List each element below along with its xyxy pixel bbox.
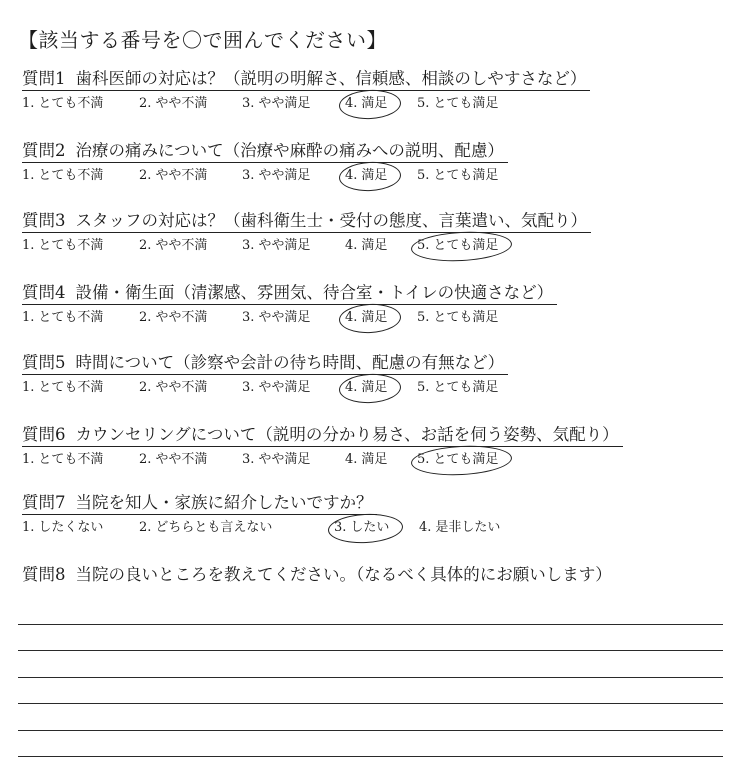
question-number: 質問8 [22,565,66,584]
option-label: やや不満 [155,452,207,467]
option-label: やや満足 [258,238,310,253]
option-row [22,237,722,255]
answer-option[interactable] [417,167,527,185]
option-label: やや満足 [258,168,310,183]
question-number: 質問1 [22,69,66,88]
option-label: とても満足 [433,310,498,325]
answer-line[interactable] [18,651,723,678]
option-label: とても満足 [433,96,498,111]
answer-option[interactable] [345,379,417,397]
answer-option[interactable] [139,237,242,255]
option-label: したくない [38,520,103,535]
option-row [22,451,722,469]
question-6 [22,424,722,469]
question-label: スタッフの対応は？（歯科衛生士・受付の態度、言葉遣い、気配り） [76,211,588,230]
answer-option[interactable] [139,519,334,537]
option-number: 4. [345,238,357,253]
question-3 [22,210,722,255]
option-label: やや不満 [155,380,207,395]
answer-line[interactable] [18,731,723,757]
free-answer-area[interactable] [18,598,723,757]
question-8 [22,564,722,586]
answer-option[interactable] [345,167,417,185]
option-number: 3. [242,168,254,183]
answer-option[interactable] [345,309,417,327]
answer-option[interactable] [419,519,529,537]
answer-option[interactable] [139,379,242,397]
option-number: 5. [417,238,429,253]
option-number: 4. [345,452,357,467]
option-label: やや不満 [155,238,207,253]
option-label: やや不満 [155,168,207,183]
question-text [22,140,508,163]
option-label: とても不満 [38,96,103,111]
question-7 [22,492,722,537]
answer-option[interactable] [22,309,139,327]
option-number: 2. [139,168,151,183]
option-number: 4. [345,96,357,111]
option-label: やや満足 [258,310,310,325]
option-number: 3. [242,96,254,111]
option-label: 満足 [361,168,387,183]
question-label: 当院の良いところを教えてください。（なるべく具体的にお願いします） [76,565,612,584]
option-number: 2. [139,96,151,111]
question-text [22,492,377,515]
option-number: 5. [417,168,429,183]
question-2 [22,140,722,185]
option-number: 2. [139,380,151,395]
question-label: 時間について（診察や会計の待ち時間、配慮の有無など） [76,353,505,372]
answer-option[interactable] [242,451,345,469]
option-label: 是非したい [435,520,500,535]
answer-option[interactable] [139,309,242,327]
option-label: どちらとも言えない [155,520,272,535]
question-number: 質問5 [22,353,66,372]
answer-option[interactable] [417,451,527,469]
option-label: とても不満 [38,168,103,183]
question-5 [22,352,722,397]
question-text [22,564,616,586]
option-number: 2. [139,310,151,325]
option-label: 満足 [361,380,387,395]
option-number: 3. [242,380,254,395]
option-number: 1. [22,380,34,395]
answer-line[interactable] [18,704,723,731]
form-title: 【該当する番号を〇で囲んでください】 [18,24,387,53]
answer-line[interactable] [18,678,723,705]
answer-option[interactable] [139,451,242,469]
option-label: やや満足 [258,452,310,467]
option-label: とても不満 [38,310,103,325]
question-text [22,424,623,447]
question-label: 当院を知人・家族に紹介したいですか？ [76,493,373,512]
option-number: 1. [22,238,34,253]
option-number: 2. [139,452,151,467]
answer-option[interactable] [345,451,417,469]
option-number: 3. [242,310,254,325]
option-number: 1. [22,168,34,183]
option-label: とても不満 [38,452,103,467]
option-label: やや不満 [155,96,207,111]
question-number: 質問3 [22,211,66,230]
option-number: 1. [22,452,34,467]
question-text [22,352,508,375]
answer-option[interactable] [334,519,419,537]
question-text [22,210,591,233]
answer-option[interactable] [242,167,345,185]
question-4 [22,282,722,327]
option-label: 満足 [361,310,387,325]
question-number: 質問7 [22,493,66,512]
option-number: 4. [345,168,357,183]
option-label: したい [350,520,389,535]
option-label: とても不満 [38,380,103,395]
answer-option[interactable] [345,237,417,255]
option-number: 5. [417,452,429,467]
option-number: 3. [242,238,254,253]
question-label: 治療の痛みについて（治療や麻酔の痛みへの説明、配慮） [76,141,504,160]
answer-option[interactable] [242,309,345,327]
answer-option[interactable] [242,237,345,255]
option-label: やや満足 [258,380,310,395]
question-label: 歯科医師の対応は？（説明の明解さ、信頼感、相談のしやすさなど） [76,69,587,88]
option-number: 3. [242,452,254,467]
answer-line[interactable] [18,598,723,625]
answer-option[interactable] [417,309,527,327]
answer-option[interactable] [139,95,242,113]
option-label: とても満足 [433,452,498,467]
answer-option[interactable] [345,95,417,113]
option-number: 1. [22,96,34,111]
option-row [22,519,722,537]
option-label: 満足 [361,96,387,111]
answer-option[interactable] [22,95,139,113]
option-label: 満足 [361,238,387,253]
question-label: カウンセリングについて（説明の分かり易さ、お話を伺う姿勢、気配り） [76,425,619,444]
option-number: 4. [345,380,357,395]
question-number: 質問4 [22,283,66,302]
option-row [22,379,722,397]
question-1 [22,68,722,113]
option-label: やや不満 [155,310,207,325]
answer-option[interactable] [242,379,345,397]
option-label: やや満足 [258,96,310,111]
option-label: とても満足 [433,238,498,253]
question-number: 質問2 [22,141,66,160]
answer-option[interactable] [417,237,527,255]
option-number: 2. [139,520,151,535]
option-row [22,167,722,185]
answer-option[interactable] [242,95,345,113]
option-label: とても不満 [38,238,103,253]
option-number: 3. [334,520,346,535]
question-text [22,68,590,91]
option-number: 5. [417,380,429,395]
option-number: 4. [345,310,357,325]
option-number: 2. [139,238,151,253]
answer-option[interactable] [417,95,527,113]
option-row [22,309,722,327]
option-row [22,95,722,113]
answer-option[interactable] [139,167,242,185]
option-label: とても満足 [433,168,498,183]
option-label: とても満足 [433,380,498,395]
option-number: 5. [417,310,429,325]
answer-option[interactable] [22,519,139,537]
answer-option[interactable] [22,451,139,469]
answer-line[interactable] [18,625,723,652]
answer-option[interactable] [417,379,527,397]
question-text [22,282,557,305]
question-label: 設備・衛生面（清潔感、雰囲気、待合室・トイレの快適さなど） [76,283,554,302]
answer-option[interactable] [22,379,139,397]
answer-option[interactable] [22,167,139,185]
question-number: 質問6 [22,425,66,444]
option-number: 4. [419,520,431,535]
option-number: 1. [22,310,34,325]
answer-option[interactable] [22,237,139,255]
option-number: 5. [417,96,429,111]
option-number: 1. [22,520,34,535]
option-label: 満足 [361,452,387,467]
